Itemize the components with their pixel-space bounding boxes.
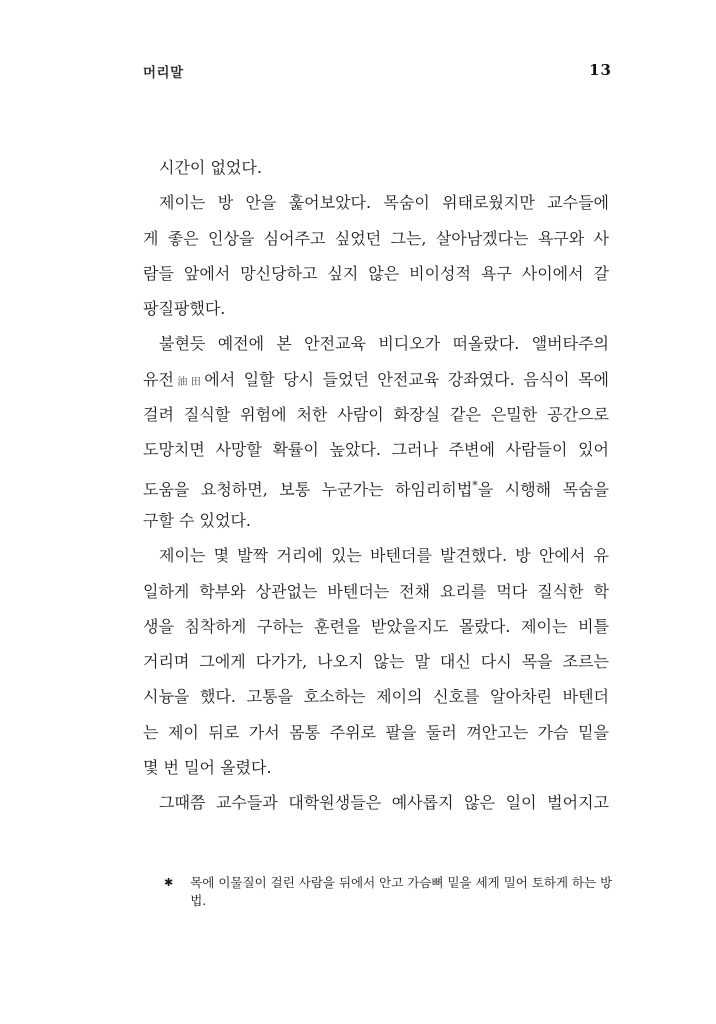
text-line: 몇 번 밀어 올렸다.	[143, 758, 272, 778]
text-line: 게 좋은 인상을 심어주고 싶었던 그는, 살아남겠다는 욕구와 사	[143, 228, 609, 248]
text-line: 일하게 학부와 상관없는 바텐더는 전채 요리를 먹다 질식한 학	[143, 581, 609, 601]
text-line: 구할 수 있었다.	[143, 510, 251, 530]
text-line: 팡질팡했다.	[143, 299, 226, 319]
text-line: 거리며 그에게 다가가, 나오지 않는 말 대신 다시 목을 조르는	[143, 652, 609, 672]
text-line: 는 제이 뒤로 가서 몸통 주위로 팔을 둘러 껴안고는 가슴 밑을	[143, 722, 609, 742]
text-line: 시간이 없었다.	[159, 158, 262, 177]
text-line: 제이는 방 안을 훑어보았다. 목숨이 위태로웠지만 교수들에	[159, 193, 609, 213]
text-line: 람들 앞에서 망신당하고 싶지 않은 비이성적 욕구 사이에서 갈	[143, 263, 609, 283]
text-line: 생을 침착하게 구하는 훈련을 받았을지도 몰랐다. 제이는 비틀	[143, 616, 609, 636]
footnote	[143, 874, 613, 910]
text-line: 불현듯 예전에 본 안전교육 비디오가 떠올랐다. 앨버타주의	[159, 334, 609, 354]
text-line: 유전油田에서 일할 당시 들었던 안전교육 강좌였다. 음식이 목에	[143, 369, 609, 389]
text-line: 그때쯤 교수들과 대학원생들은 예사롭지 않은 일이 벌어지고	[159, 793, 609, 813]
text-line: 걸려 질식할 위험에 처한 사람이 화장실 같은 은밀한 공간으로	[143, 405, 609, 425]
footnote-marker: ✱	[164, 876, 174, 889]
text-line: 제이는 몇 발짝 거리에 있는 바텐더를 발견했다. 방 안에서 유	[159, 546, 609, 566]
hanja-annotation: 油田	[173, 376, 205, 388]
text-line: 시늉을 했다. 고통을 호소하는 제이의 신호를 알아차린 바텐더	[143, 687, 609, 707]
text-line: 도망치면 사망할 확률이 높았다. 그러나 주변에 사람들이 있어	[143, 440, 609, 460]
footnote-reference-marker: *	[472, 478, 478, 492]
body-text	[143, 150, 609, 821]
text-line: 도움을 요청하면, 보통 누군가는 하임리히법*을 시행해 목숨을	[143, 478, 609, 499]
footnote-text: 목에 이물질이 걸린 사람을 뒤에서 안고 가슴뼈 밑을 세게 밀어 토하게 하는 방법.	[190, 875, 613, 908]
page-number: 13	[589, 61, 612, 79]
running-title: 머리말	[143, 65, 184, 81]
